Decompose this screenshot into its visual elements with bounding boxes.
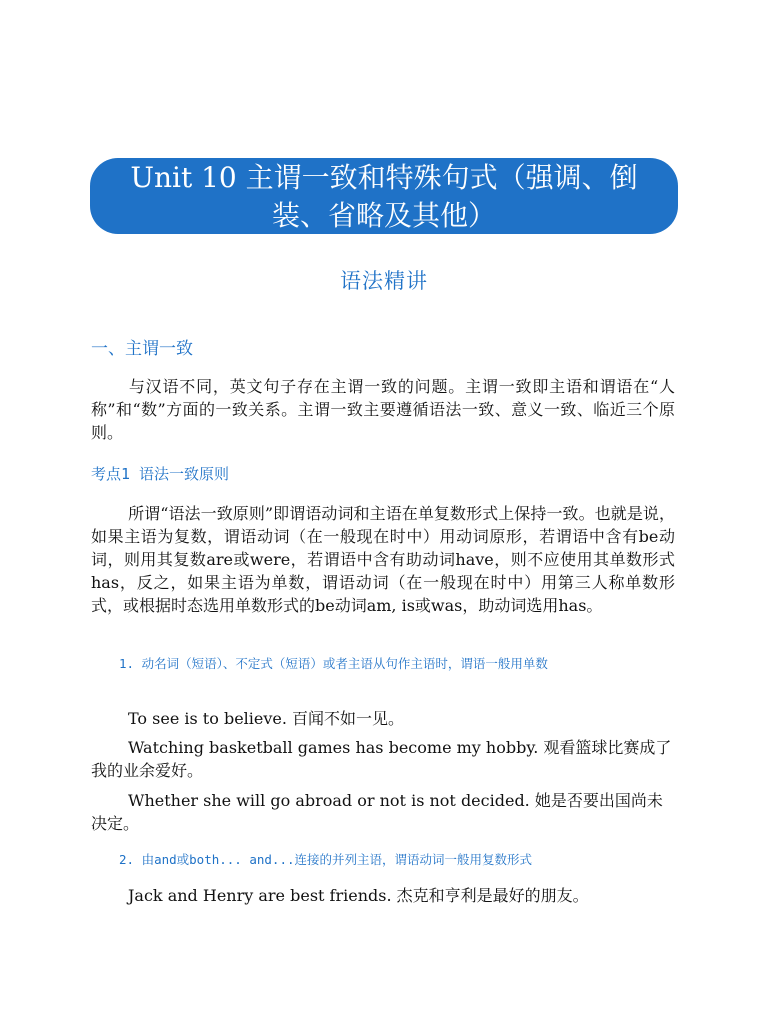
example-1-1: [91, 707, 675, 730]
example-text: Jack and Henry are best friends. 杰克和亨利是最好的朋友。: [128, 886, 589, 905]
section-title: 语法精讲: [340, 269, 428, 293]
example-text: Whether she will go abroad or not is not decided. 她是否要出国尚未决定。: [91, 791, 663, 833]
example-2-1: [91, 884, 675, 907]
subpoint-2-text: 2. 由and或both... and...连接的并列主语，谓语动词一般用复数形式: [119, 852, 533, 867]
example-text: Watching basketball games has become my hobby. 观看篮球比赛成了我的业余爱好。: [91, 738, 672, 780]
intro-paragraph: [91, 375, 675, 444]
kaodian-1-paragraph-text: 所谓“语法一致原则”即谓语动词和主语在单复数形式上保持一致。也就是说，如果主语为复数，谓语动词（在一般现在时中）用动词原形，若谓语中含有be动词，则用其复数are或were，若谓语中含有助动词have，则不应使用其单数形式has，反之，如果主语为单数，谓语动词（在一般现在时中）用第三人称单数形式，或根据时态选用单数形式的be动词am, is或was，助动词选用has。: [91, 504, 675, 615]
title-line-1: Unit 10 主谓一致和特殊句式（强调、倒: [130, 161, 638, 194]
intro-paragraph-text: 与汉语不同，英文句子存在主谓一致的问题。主谓一致即主语和谓语在“人称”和“数”方面的一致关系。主谓一致主要遵循语法一致、意义一致、临近三个原则。: [91, 377, 675, 442]
subpoint-2: [91, 850, 675, 870]
subpoint-1-text: 1. 动名词（短语）、不定式（短语）或者主语从句作主语时，谓语一般用单数: [119, 656, 548, 671]
kaodian-1-heading: 考点1 语法一致原则: [91, 465, 230, 483]
subpoint-1: [91, 654, 675, 674]
example-1-3: [91, 789, 675, 835]
title-line-2: 装、省略及其他）: [271, 199, 496, 232]
example-1-2: [91, 736, 675, 782]
kaodian-1-paragraph: [91, 502, 675, 617]
heading-subject-verb-agreement: 一、主谓一致: [91, 339, 193, 359]
example-text: To see is to believe. 百闻不如一见。: [128, 709, 405, 728]
title-banner: [90, 158, 678, 234]
